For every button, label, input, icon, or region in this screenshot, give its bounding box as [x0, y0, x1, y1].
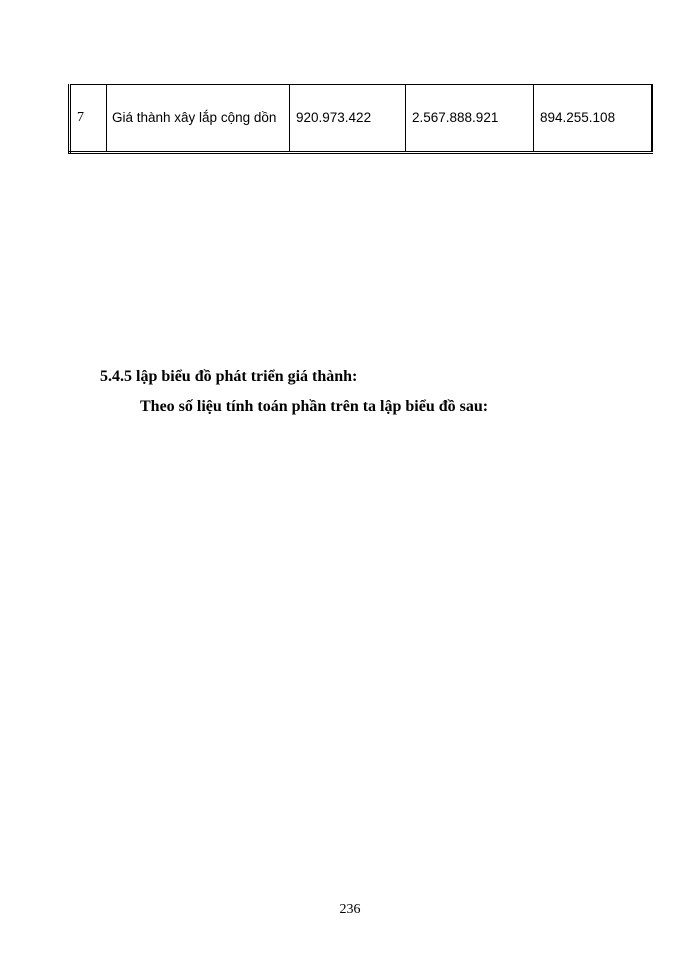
value-cell-2: 2.567.888.921: [406, 85, 534, 153]
row-number-cell: 7: [70, 85, 107, 153]
cost-table: [68, 84, 653, 154]
section-intro-text: Theo số liệu tính toán phần trên ta lập biểu đồ sau:: [140, 398, 489, 415]
table-row: [70, 85, 652, 153]
value-cell-3: 894.255.108: [534, 85, 652, 153]
page-number: 236: [339, 902, 361, 917]
value-cell-1: 920.973.422: [290, 85, 406, 153]
section-heading: 5.4.5 lập biểu đồ phát triển giá thành:: [100, 368, 358, 385]
description-cell: Giá thành xây lắp cộng dồn: [107, 85, 290, 153]
